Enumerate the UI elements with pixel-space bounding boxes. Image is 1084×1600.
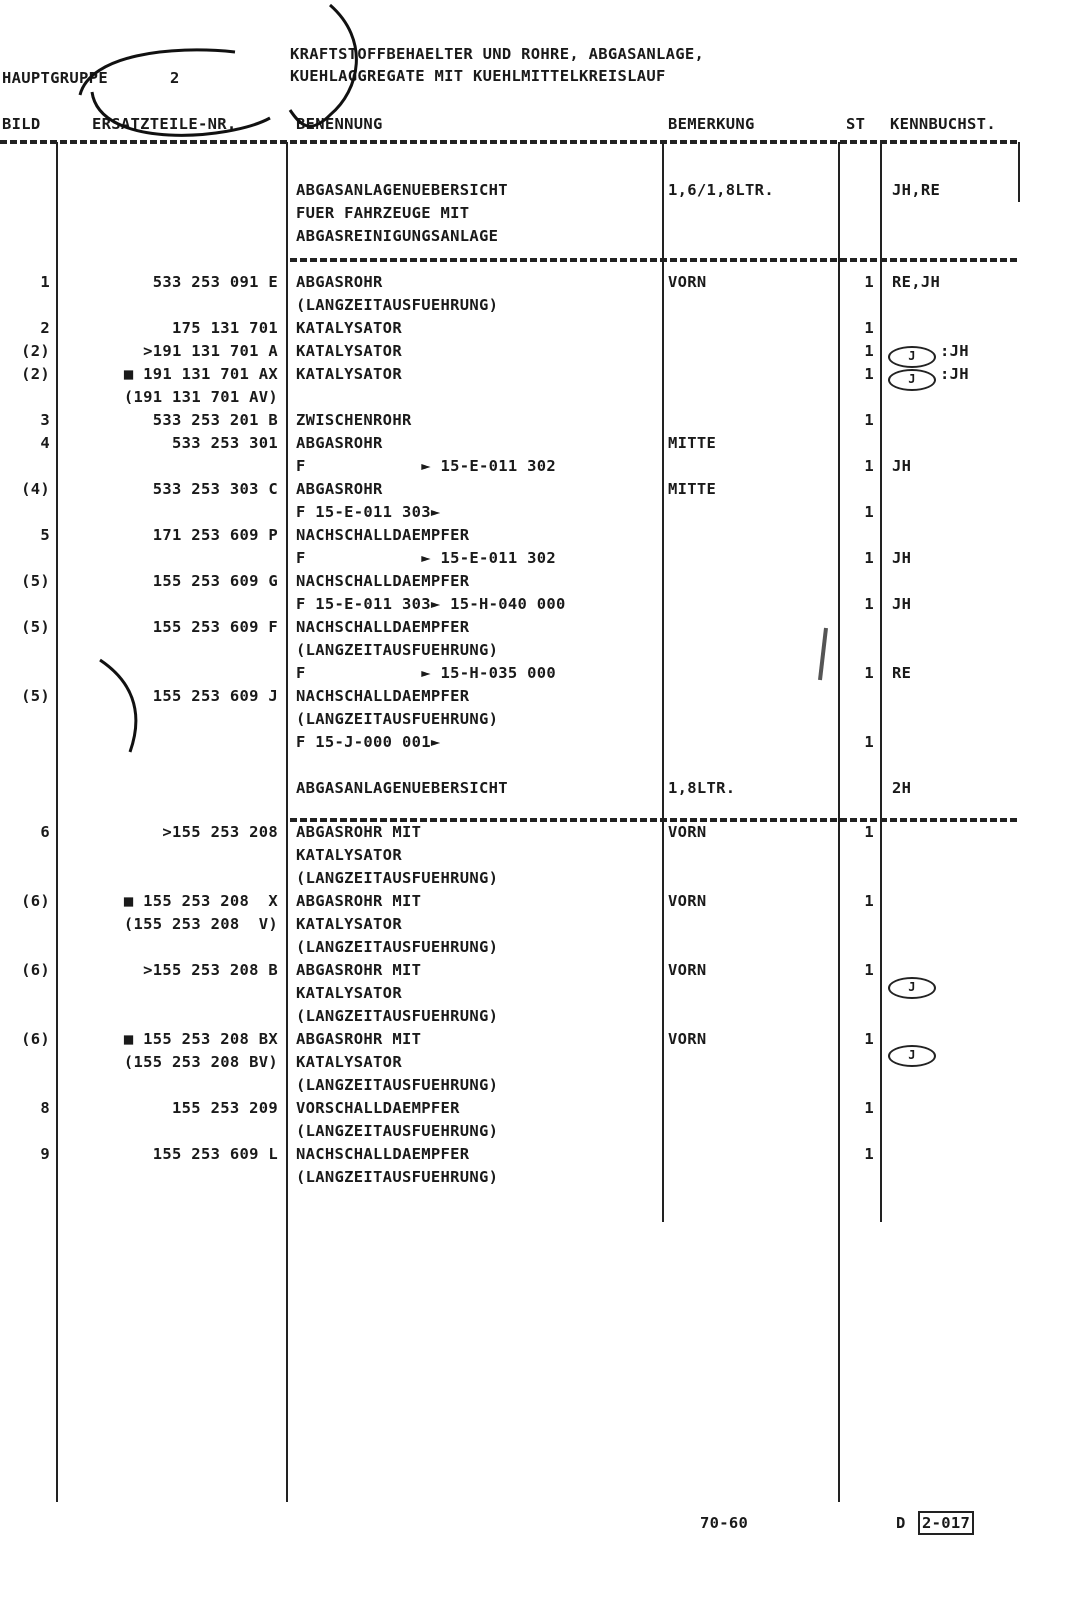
col-header-st: ST <box>846 115 866 133</box>
col-header-benennung: BENENNUNG <box>296 115 383 133</box>
footer-letter: D <box>896 1514 906 1532</box>
row-kennbuchst: JH <box>892 595 912 613</box>
row-benennung: KATALYSATOR <box>296 1053 402 1071</box>
row-benennung: NACHSCHALLDAEMPFER <box>296 572 470 590</box>
row-benennung: ABGASANLAGENUEBERSICHT <box>296 181 508 199</box>
row-st: 1 <box>864 892 874 910</box>
row-bemerkung: VORN <box>668 273 707 291</box>
row-bemerkung: VORN <box>668 823 707 841</box>
row-st: 1 <box>864 319 874 337</box>
row-part-number: ■ 155 253 208 BX <box>123 1030 278 1048</box>
row-st: 1 <box>864 664 874 682</box>
row-bild: (2) <box>21 342 50 360</box>
row-benennung: F ► 15-E-011 302 <box>296 457 557 475</box>
oval-j-mark: J <box>888 1045 936 1067</box>
row-kennbuchst: :JH <box>940 342 969 360</box>
row-part-number: >155 253 208 B <box>143 961 278 979</box>
row-benennung: NACHSCHALLDAEMPFER <box>296 1145 470 1163</box>
row-part-number: (191 131 701 AV) <box>123 388 278 406</box>
row-st: 1 <box>864 365 874 383</box>
row-st: 1 <box>864 457 874 475</box>
row-benennung: (LANGZEITAUSFUEHRUNG) <box>296 1168 499 1186</box>
row-st: 1 <box>864 342 874 360</box>
row-benennung: F 15-J-000 001► <box>296 733 441 751</box>
group-number: 2 <box>170 69 180 87</box>
row-st: 1 <box>864 733 874 751</box>
row-st: 1 <box>864 1145 874 1163</box>
row-benennung: KATALYSATOR <box>296 342 402 360</box>
row-bemerkung: 1,8LTR. <box>668 779 736 797</box>
row-kennbuchst: RE <box>892 664 912 682</box>
row-part-number: 533 253 091 E <box>152 273 278 291</box>
row-st: 1 <box>864 1030 874 1048</box>
row-benennung: VORSCHALLDAEMPFER <box>296 1099 460 1117</box>
row-part-number: 155 253 209 <box>172 1099 278 1117</box>
row-part-number: 533 253 303 C <box>152 480 278 498</box>
row-benennung: NACHSCHALLDAEMPFER <box>296 618 470 636</box>
row-bild: (6) <box>21 961 50 979</box>
row-st: 1 <box>864 503 874 521</box>
row-part-number: 533 253 301 <box>172 434 278 452</box>
row-bild: 8 <box>40 1099 50 1117</box>
title-line-2: KUEHLAGGREGATE MIT KUEHLMITTELKREISLAUF <box>290 67 666 85</box>
row-bild: 6 <box>40 823 50 841</box>
row-bild: (2) <box>21 365 50 383</box>
row-bild: (6) <box>21 892 50 910</box>
row-benennung: (LANGZEITAUSFUEHRUNG) <box>296 641 499 659</box>
row-benennung: F 15-E-011 303► <box>296 503 441 521</box>
row-kennbuchst: :JH <box>940 365 969 383</box>
row-kennbuchst: JH,RE <box>892 181 941 199</box>
row-benennung: KATALYSATOR <box>296 915 402 933</box>
row-kennbuchst: 2H <box>892 779 912 797</box>
footer-page-ref: 70-60 <box>700 1514 749 1532</box>
row-bild: (5) <box>21 687 50 705</box>
row-benennung: (LANGZEITAUSFUEHRUNG) <box>296 1007 499 1025</box>
col-header-kennbuchst: KENNBUCHST. <box>890 115 996 133</box>
row-part-number: 155 253 609 L <box>152 1145 278 1163</box>
row-benennung: (LANGZEITAUSFUEHRUNG) <box>296 938 499 956</box>
row-benennung: ABGASROHR <box>296 273 383 291</box>
row-bild: 5 <box>40 526 50 544</box>
row-benennung: ZWISCHENROHR <box>296 411 412 429</box>
row-part-number: 155 253 609 F <box>152 618 278 636</box>
row-bild: 1 <box>40 273 50 291</box>
oval-j-mark: J <box>888 369 936 391</box>
footer-page-code: 2-017 <box>918 1511 974 1535</box>
row-part-number: 175 131 701 <box>172 319 278 337</box>
row-part-number: 155 253 609 J <box>152 687 278 705</box>
row-bemerkung: MITTE <box>668 434 717 452</box>
row-benennung: (LANGZEITAUSFUEHRUNG) <box>296 1076 499 1094</box>
row-st: 1 <box>864 549 874 567</box>
row-part-number: (155 253 208 BV) <box>123 1053 278 1071</box>
row-bemerkung: VORN <box>668 892 707 910</box>
row-benennung: NACHSCHALLDAEMPFER <box>296 526 470 544</box>
row-st: 1 <box>864 823 874 841</box>
row-st: 1 <box>864 411 874 429</box>
row-bemerkung: MITTE <box>668 480 717 498</box>
row-part-number: ■ 155 253 208 X <box>123 892 278 910</box>
row-bemerkung: VORN <box>668 961 707 979</box>
row-benennung: F 15-E-011 303► 15-H-040 000 <box>296 595 566 613</box>
row-benennung: KATALYSATOR <box>296 365 402 383</box>
row-benennung: FUER FAHRZEUGE MIT <box>296 204 470 222</box>
row-part-number: 533 253 201 B <box>152 411 278 429</box>
row-st: 1 <box>864 961 874 979</box>
col-header-teilenr: ERSATZTEILE-NR. <box>92 115 237 133</box>
row-part-number: ■ 191 131 701 AX <box>123 365 278 383</box>
row-bild: (5) <box>21 572 50 590</box>
row-benennung: ABGASROHR <box>296 480 383 498</box>
row-bild: (4) <box>21 480 50 498</box>
row-bild: (5) <box>21 618 50 636</box>
row-part-number: 155 253 609 G <box>152 572 278 590</box>
row-bild: 9 <box>40 1145 50 1163</box>
row-bild: (6) <box>21 1030 50 1048</box>
row-benennung: KATALYSATOR <box>296 319 402 337</box>
row-kennbuchst: RE,JH <box>892 273 941 291</box>
row-benennung: ABGASROHR MIT <box>296 1030 422 1048</box>
row-part-number: >155 253 208 <box>162 823 278 841</box>
row-bild: 3 <box>40 411 50 429</box>
row-bild: 2 <box>40 319 50 337</box>
row-benennung: NACHSCHALLDAEMPFER <box>296 687 470 705</box>
row-st: 1 <box>864 1099 874 1117</box>
row-benennung: ABGASROHR <box>296 434 383 452</box>
row-benennung: (LANGZEITAUSFUEHRUNG) <box>296 296 499 314</box>
row-benennung: ABGASROHR MIT <box>296 961 422 979</box>
row-bemerkung: VORN <box>668 1030 707 1048</box>
row-kennbuchst: JH <box>892 457 912 475</box>
row-kennbuchst: JH <box>892 549 912 567</box>
row-benennung: (LANGZEITAUSFUEHRUNG) <box>296 869 499 887</box>
row-benennung: KATALYSATOR <box>296 846 402 864</box>
row-part-number: 171 253 609 P <box>152 526 278 544</box>
title-line-1: KRAFTSTOFFBEHAELTER UND ROHRE, ABGASANLAGE, <box>290 45 705 63</box>
row-benennung: F ► 15-H-035 000 <box>296 664 557 682</box>
row-benennung: KATALYSATOR <box>296 984 402 1002</box>
row-st: 1 <box>864 273 874 291</box>
row-benennung: (LANGZEITAUSFUEHRUNG) <box>296 710 499 728</box>
row-st: 1 <box>864 595 874 613</box>
row-part-number: >191 131 701 A <box>143 342 278 360</box>
col-header-bemerkung: BEMERKUNG <box>668 115 755 133</box>
row-benennung: ABGASROHR MIT <box>296 892 422 910</box>
row-benennung: (LANGZEITAUSFUEHRUNG) <box>296 1122 499 1140</box>
row-benennung: F ► 15-E-011 302 <box>296 549 557 567</box>
row-benennung: ABGASANLAGENUEBERSICHT <box>296 779 508 797</box>
row-bemerkung: 1,6/1,8LTR. <box>668 181 774 199</box>
oval-j-mark: J <box>888 346 936 368</box>
col-header-bild: BILD <box>2 115 41 133</box>
oval-j-mark: J <box>888 977 936 999</box>
row-benennung: ABGASREINIGUNGSANLAGE <box>296 227 499 245</box>
group-label: HAUPTGRUPPE <box>2 69 108 87</box>
row-bild: 4 <box>40 434 50 452</box>
row-benennung: ABGASROHR MIT <box>296 823 422 841</box>
row-part-number: (155 253 208 V) <box>123 915 278 933</box>
